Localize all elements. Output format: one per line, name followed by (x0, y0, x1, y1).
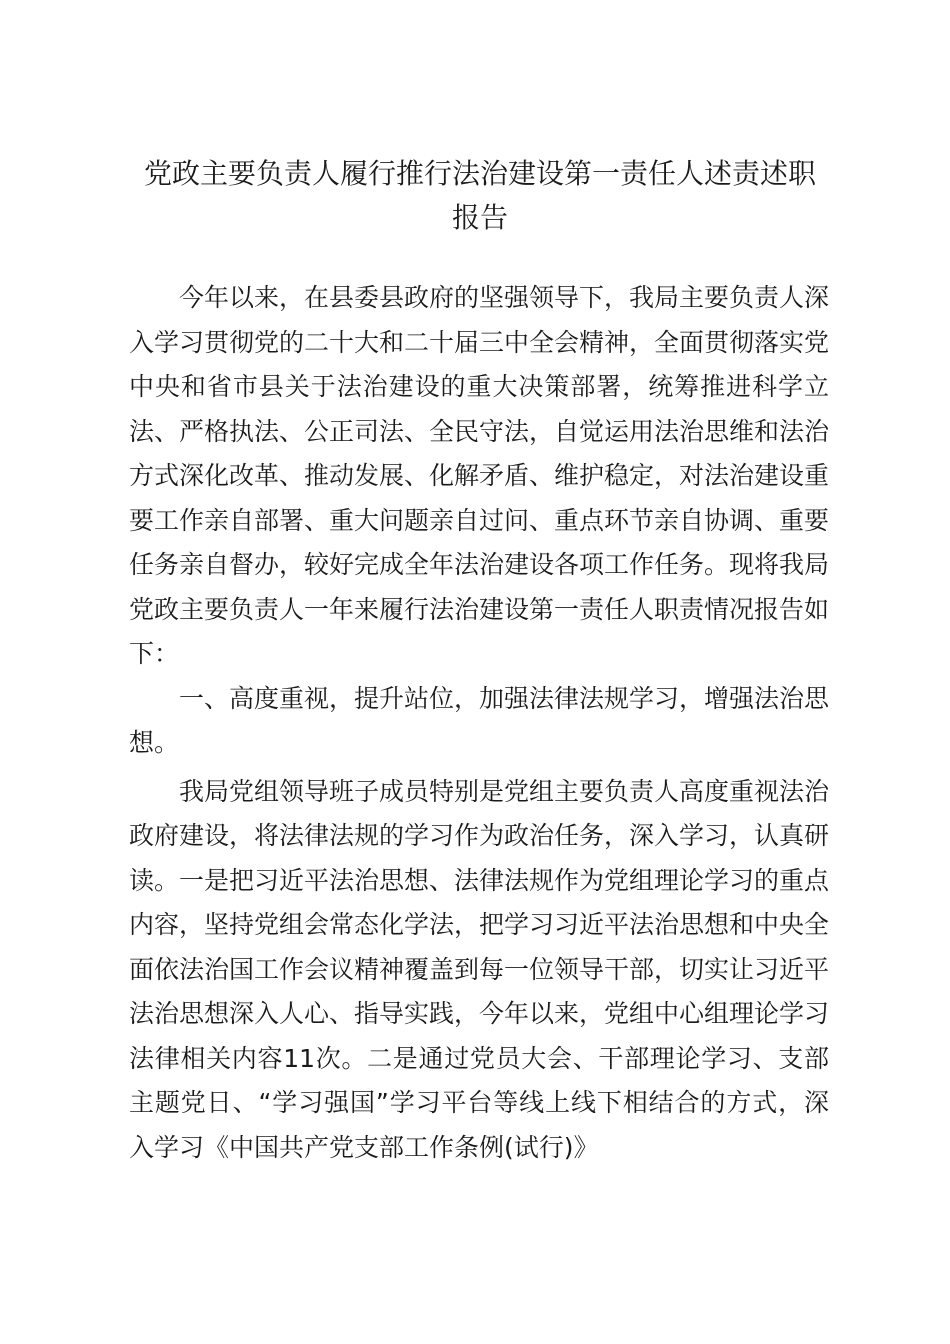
document-title (120, 152, 840, 240)
paragraph-intro: 今年以来，在县委县政府的坚强领导下，我局主要负责人深入学习贯彻党的二十大和二十届三中全会精神，全面贯彻落实党中央和省市县关于法治建设的重大决策部署，统筹推进科学立法、严格执法、公正司法、全民守法，自觉运用法治思维和法治方式深化改革、推动发展、化解矛盾、维护稳定，对法治建设重要工作亲自部署、重大问题亲自过问、重点环节亲自协调、重要任务亲自督办，较好完成全年法治建设各项工作任务。现将我局党政主要负责人一年来履行法治建设第一责任人职责情况报告如下： (129, 283, 830, 668)
document-body (129, 276, 829, 1170)
section-heading-1: 一、高度重视，提升站位，加强法律法规学习，增强法治思想。 (129, 683, 830, 757)
paragraph-section-1: 我局党组领导班子成员特别是党组主要负责人高度重视法治政府建设，将法律法规的学习作为政治任务，深入学习，认真研读。一是把习近平法治思想、法律法规作为党组理论学习的重点内容，坚持党组会常态化学法，把学习习近平法治思想和中央全面依法治国工作会议精神覆盖到每一位领导干部，切实让习近平法治思想深入人心、指导实践，今年以来，党组中心组理论学习法律相关内容11次。二是通过党员大会、干部理论学习、支部主题党日、“学习强国”学习平台等线上线下相结合的方式，深入学习《中国共产党支部工作条例(试行)》 (129, 776, 830, 1162)
title-line-2: 报告 (451, 201, 508, 234)
title-line-1: 党政主要负责人履行推行法治建设第一责任人述责述职 (143, 157, 816, 190)
